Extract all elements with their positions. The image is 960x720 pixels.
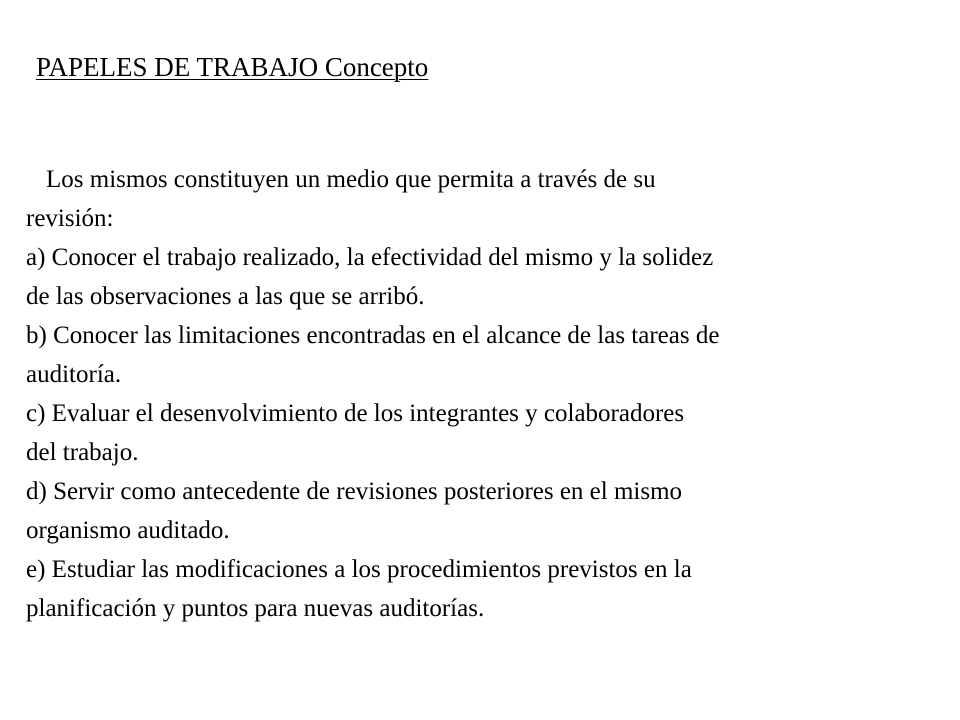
item-a-line-2: de las observaciones a las que se arribó. xyxy=(26,283,425,310)
item-d-line-1: d) Servir como antecedente de revisiones posteriores en el mismo xyxy=(26,478,683,505)
intro-line-2: revisión: xyxy=(26,205,114,232)
item-d-line-2: organismo auditado. xyxy=(26,517,230,544)
item-e-line-1: e) Estudiar las modificaciones a los procedimientos previstos en la xyxy=(26,556,692,583)
item-c-line-2: del trabajo. xyxy=(26,439,139,466)
slide-body xyxy=(26,160,926,628)
item-b-line-1: b) Conocer las limitaciones encontradas en el alcance de las tareas de xyxy=(26,322,720,349)
item-a-line-1: a) Conocer el trabajo realizado, la efectividad del mismo y la solidez xyxy=(26,244,714,271)
slide-title: PAPELES DE TRABAJO Concepto xyxy=(36,52,429,82)
intro-line-1: Los mismos constituyen un medio que permita a través de su xyxy=(46,166,656,193)
item-b-line-2: auditoría. xyxy=(26,361,122,388)
item-e-line-2: planificación y puntos para nuevas auditorías. xyxy=(26,595,485,622)
item-c-line-1: c) Evaluar el desenvolvimiento de los integrantes y colaboradores xyxy=(26,400,685,427)
